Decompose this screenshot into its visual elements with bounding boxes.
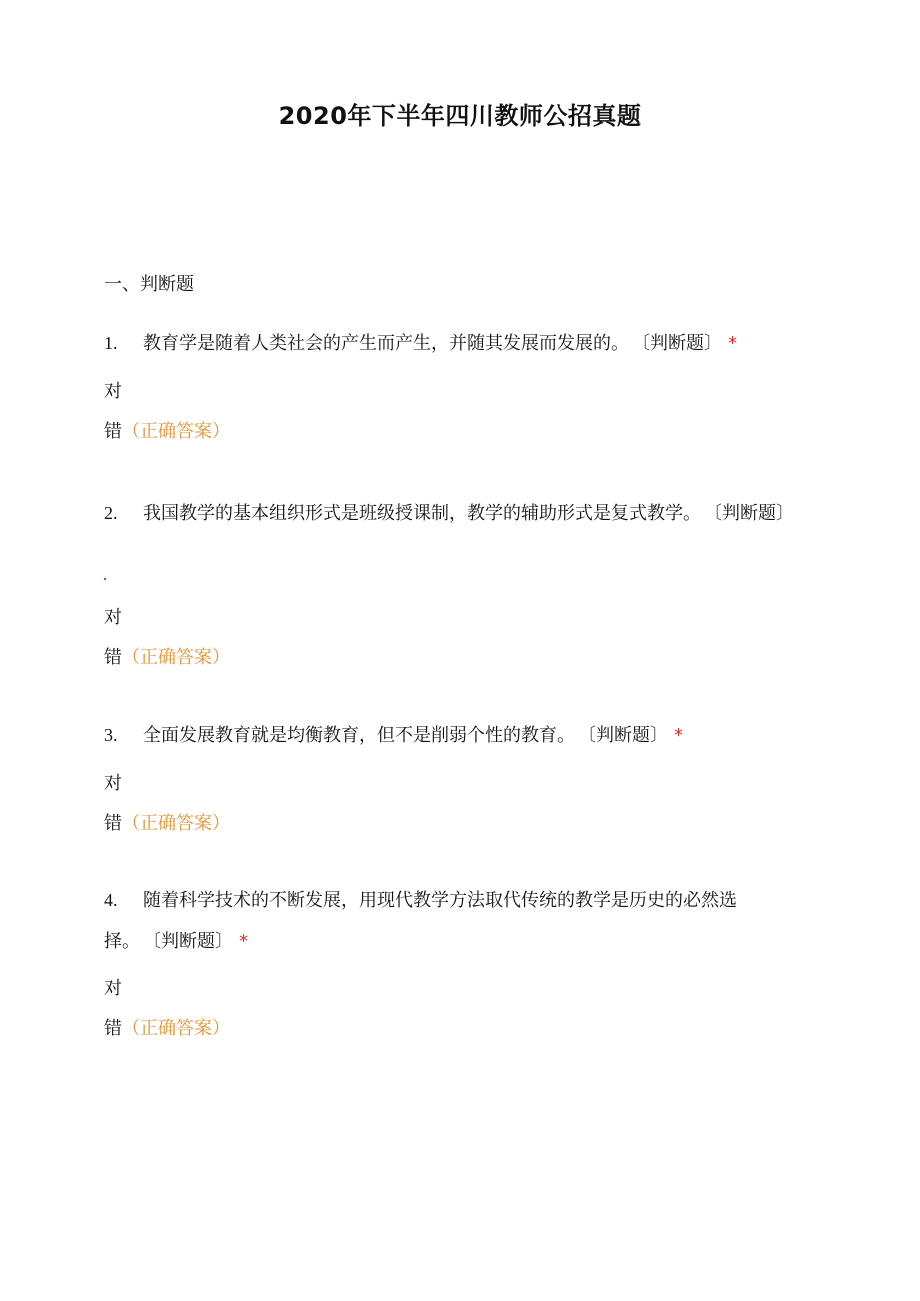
question-text: 全面发展教育就是均衡教育，但不是削弱个性的教育。 [143,725,575,746]
correct-answer-note: （正确答案） [122,1018,230,1039]
required-mark: * [728,333,737,354]
required-mark: * [674,725,683,746]
option-label: 错 [104,1018,122,1039]
option-label: 错 [104,421,122,442]
question-number: 4. [104,890,118,910]
question-text: 教育学是随着人类社会的产生而产生，并随其发展而发展的。 [143,333,629,354]
option-false[interactable] [104,1017,230,1041]
question-text: 随着科学技术的不断发展，用现代教学方法取代传统的教学是历史的必然选 [143,890,737,911]
option-true[interactable] [104,772,122,796]
question-type-tag: 〔判断题〕 [587,725,668,746]
option-true[interactable] [104,977,122,1001]
question-number: 3. [104,725,118,745]
option-label: 对 [104,381,122,402]
question-3 [104,722,804,749]
section-heading: 一、判断题 [104,274,194,295]
option-label: 对 [104,978,122,999]
option-label: 对 [104,773,122,794]
page-title: 2020年下半年四川教师公招真题 [278,102,642,130]
correct-answer-note: （正确答案） [122,421,230,442]
red-dot-mark [104,578,106,580]
question-4 [104,887,804,914]
option-false[interactable] [104,646,230,670]
question-type-tag: 〔判断题〕 [152,931,233,952]
required-mark: * [239,931,248,952]
option-false[interactable] [104,812,230,836]
question-1 [104,330,804,357]
correct-answer-note: （正确答案） [122,647,230,668]
question-text: 我国教学的基本组织形式是班级授课制，教学的辅助形式是复式教学。 [143,503,701,524]
question-4-continuation [104,928,248,955]
option-false[interactable] [104,420,230,444]
question-number: 1. [104,333,118,353]
question-text: 择。 [104,931,140,952]
option-label: 错 [104,813,122,834]
option-true[interactable] [104,380,122,404]
option-label: 对 [104,607,122,628]
option-label: 错 [104,647,122,668]
question-type-tag: 〔判断题〕 [713,503,794,524]
correct-answer-note: （正确答案） [122,813,230,834]
option-true[interactable] [104,606,122,630]
question-type-tag: 〔判断题〕 [641,333,722,354]
question-number: 2. [104,503,118,523]
question-2 [104,500,804,527]
